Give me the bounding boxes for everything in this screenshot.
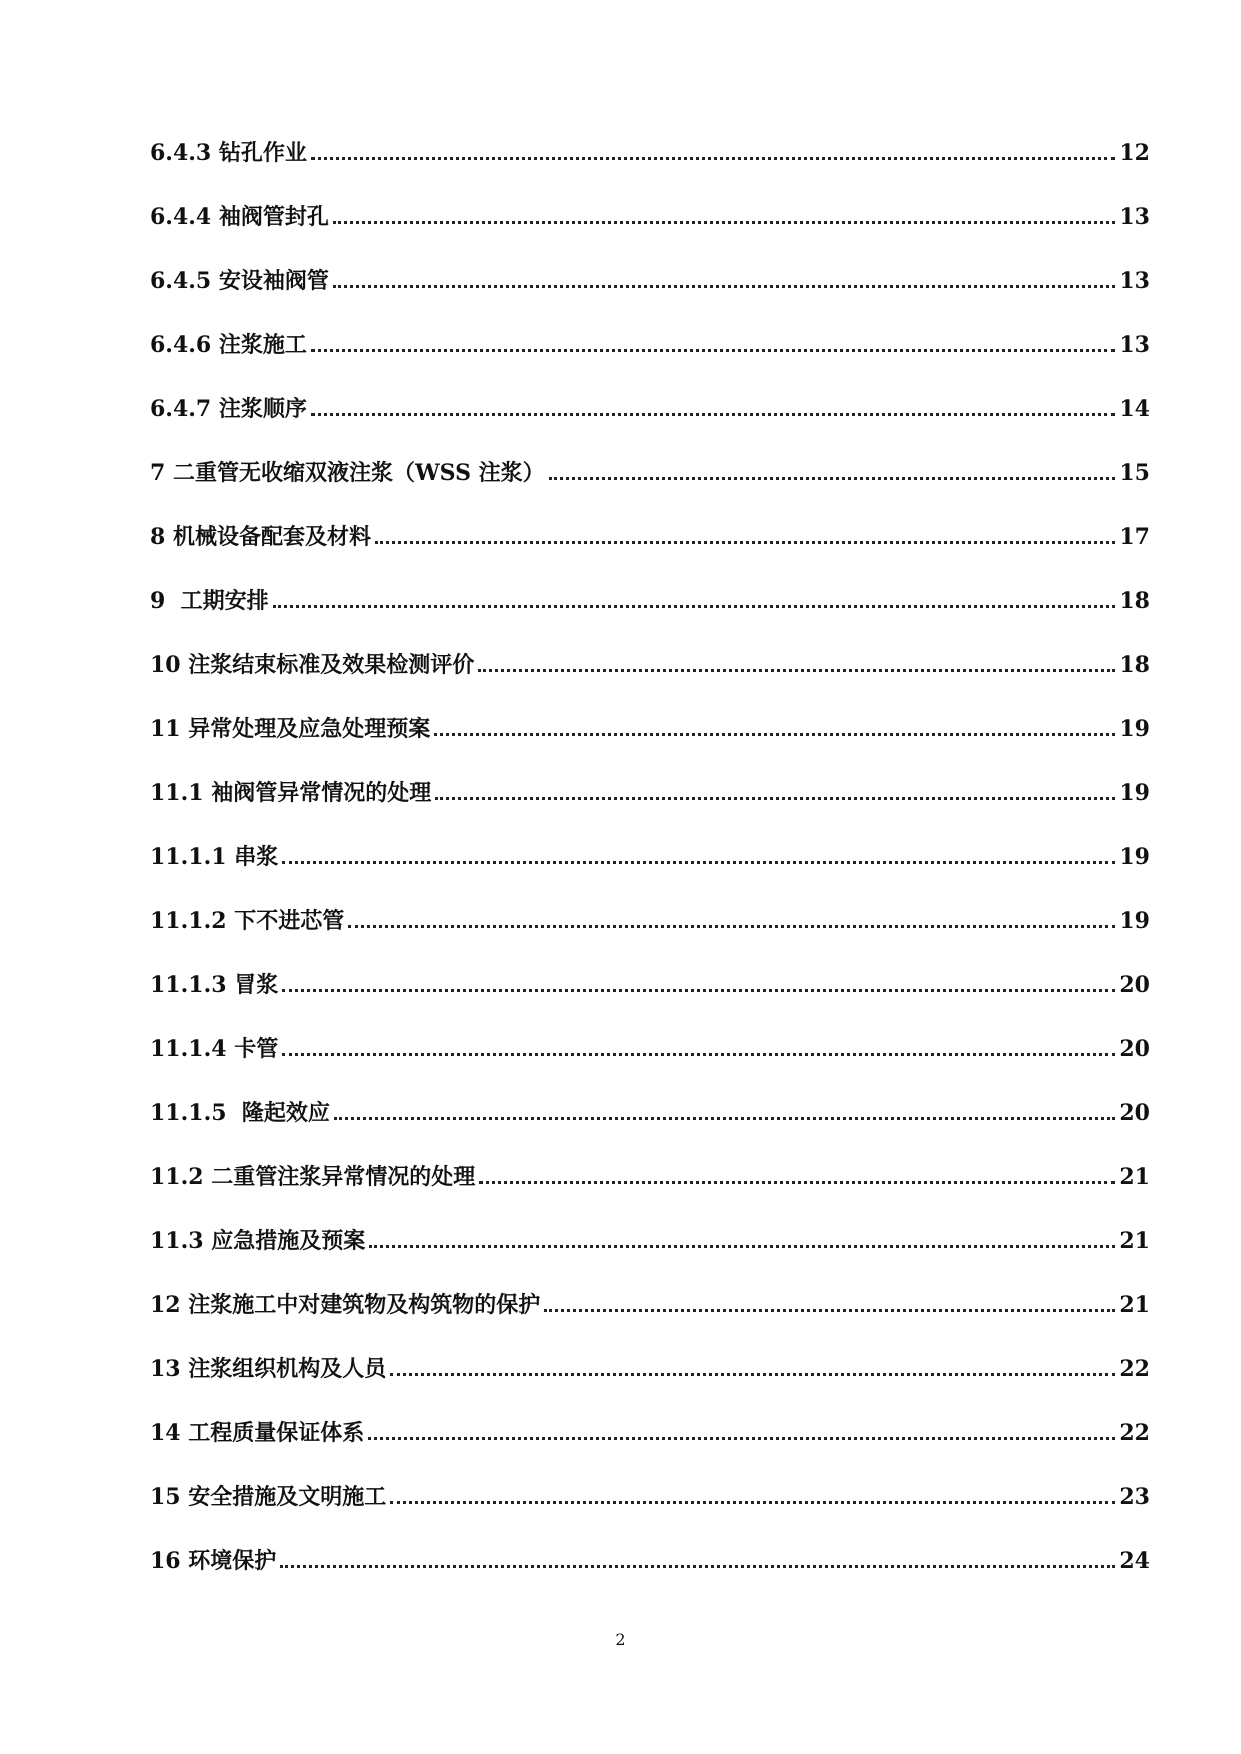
toc-entry[interactable]	[150, 838, 1150, 872]
toc-entry-title: 11 异常处理及应急处理预案	[150, 716, 431, 742]
toc-entry[interactable]	[150, 966, 1150, 1000]
toc-leader-dots	[282, 989, 1115, 992]
toc-entry-title: 11.1.3 冒浆	[150, 972, 279, 998]
toc-entry[interactable]	[150, 1094, 1150, 1128]
toc-leader-dots	[348, 925, 1115, 928]
toc-entry-page: 24	[1119, 1548, 1150, 1574]
toc-entry-page: 19	[1119, 908, 1150, 934]
toc-entry-title: 6.4.4 袖阀管封孔	[150, 204, 329, 230]
toc-leader-dots	[334, 1117, 1116, 1120]
toc-entry-title: 11.2 二重管注浆异常情况的处理	[150, 1164, 476, 1190]
toc-entry-title: 11.1.4 卡管	[150, 1036, 279, 1062]
toc-leader-dots	[390, 1501, 1115, 1504]
toc-entry[interactable]	[150, 454, 1150, 488]
toc-entry[interactable]	[150, 1030, 1150, 1064]
toc-entry-title: 11.3 应急措施及预案	[150, 1228, 366, 1254]
toc-leader-dots	[369, 1245, 1115, 1248]
toc-entry[interactable]	[150, 710, 1150, 744]
toc-entry-page: 23	[1119, 1484, 1150, 1510]
toc-leader-dots	[333, 285, 1115, 288]
toc-entry-title: 11.1.2 下不进芯管	[150, 908, 345, 934]
toc-entry-page: 19	[1119, 780, 1150, 806]
toc-entry-title: 6.4.3 钻孔作业	[150, 140, 307, 166]
toc-leader-dots	[280, 1565, 1115, 1568]
toc-leader-dots	[375, 541, 1115, 544]
toc-leader-dots	[549, 477, 1116, 480]
toc-entry[interactable]	[150, 1414, 1150, 1448]
toc-leader-dots	[282, 861, 1115, 864]
toc-entry-page: 18	[1119, 652, 1150, 678]
toc-entry[interactable]	[150, 1158, 1150, 1192]
toc-entry-page: 18	[1119, 588, 1150, 614]
toc-entry-page: 22	[1119, 1356, 1150, 1382]
toc-entry[interactable]	[150, 1542, 1150, 1576]
toc-entry-page: 22	[1119, 1420, 1150, 1446]
toc-entry-page: 17	[1119, 524, 1150, 550]
toc-entry-page: 21	[1119, 1164, 1150, 1190]
toc-entry-title: 11.1.1 串浆	[150, 844, 279, 870]
toc-leader-dots	[478, 669, 1115, 672]
toc-entry-page: 21	[1119, 1228, 1150, 1254]
toc-entry[interactable]	[150, 1478, 1150, 1512]
toc-entry-title: 9 工期安排	[150, 588, 269, 614]
toc-entry-title: 11.1.5 隆起效应	[150, 1100, 330, 1126]
toc-entry[interactable]	[150, 326, 1150, 360]
toc-leader-dots	[435, 797, 1115, 800]
toc-entry-title: 16 环境保护	[150, 1548, 277, 1574]
toc-leader-dots	[273, 605, 1116, 608]
toc-entry-title: 15 安全措施及文明施工	[150, 1484, 387, 1510]
toc-entry[interactable]	[150, 582, 1150, 616]
toc-leader-dots	[434, 733, 1115, 736]
toc-entry-page: 20	[1119, 1036, 1150, 1062]
toc-entry[interactable]	[150, 646, 1150, 680]
toc-entry-title: 8 机械设备配套及材料	[150, 524, 371, 550]
toc-entry[interactable]	[150, 134, 1150, 168]
toc-entry-title: 12 注浆施工中对建筑物及构筑物的保护	[150, 1292, 541, 1318]
toc-entry-title: 6.4.6 注浆施工	[150, 332, 307, 358]
toc-leader-dots	[479, 1181, 1115, 1184]
toc-entry-page: 15	[1119, 460, 1150, 486]
toc-leader-dots	[368, 1437, 1115, 1440]
toc-entry-page: 13	[1119, 268, 1150, 294]
toc-entry-page: 14	[1119, 396, 1150, 422]
toc-leader-dots	[311, 413, 1115, 416]
toc-entry-title: 6.4.5 安设袖阀管	[150, 268, 329, 294]
toc-entry-page: 19	[1119, 844, 1150, 870]
toc-entry[interactable]	[150, 902, 1150, 936]
toc-leader-dots	[390, 1373, 1115, 1376]
toc-entry-page: 20	[1119, 972, 1150, 998]
toc-entry[interactable]	[150, 198, 1150, 232]
toc-entry-page: 13	[1119, 204, 1150, 230]
toc-entry[interactable]	[150, 390, 1150, 424]
toc-entry[interactable]	[150, 1286, 1150, 1320]
toc-entry[interactable]	[150, 774, 1150, 808]
toc-entry[interactable]	[150, 262, 1150, 296]
toc-entry[interactable]	[150, 518, 1150, 552]
page-number: 2	[615, 1630, 626, 1649]
toc-entry-title: 6.4.7 注浆顺序	[150, 396, 307, 422]
toc-entry-page: 19	[1119, 716, 1150, 742]
toc-entry-page: 20	[1119, 1100, 1150, 1126]
toc-entry-page: 12	[1119, 140, 1150, 166]
toc-leader-dots	[333, 221, 1115, 224]
toc-entry[interactable]	[150, 1222, 1150, 1256]
toc-entry-page: 21	[1119, 1292, 1150, 1318]
toc-entry-title: 10 注浆结束标准及效果检测评价	[150, 652, 475, 678]
toc-leader-dots	[544, 1309, 1115, 1312]
toc-entry[interactable]	[150, 1350, 1150, 1384]
toc-leader-dots	[282, 1053, 1115, 1056]
toc-entry-title: 14 工程质量保证体系	[150, 1420, 365, 1446]
toc-leader-dots	[311, 349, 1115, 352]
toc-entry-title: 13 注浆组织机构及人员	[150, 1356, 387, 1382]
toc-entry-page: 13	[1119, 332, 1150, 358]
toc-entry-title: 7 二重管无收缩双液注浆（WSS 注浆）	[150, 460, 545, 486]
toc-leader-dots	[311, 157, 1115, 160]
toc-entry-title: 11.1 袖阀管异常情况的处理	[150, 780, 432, 806]
